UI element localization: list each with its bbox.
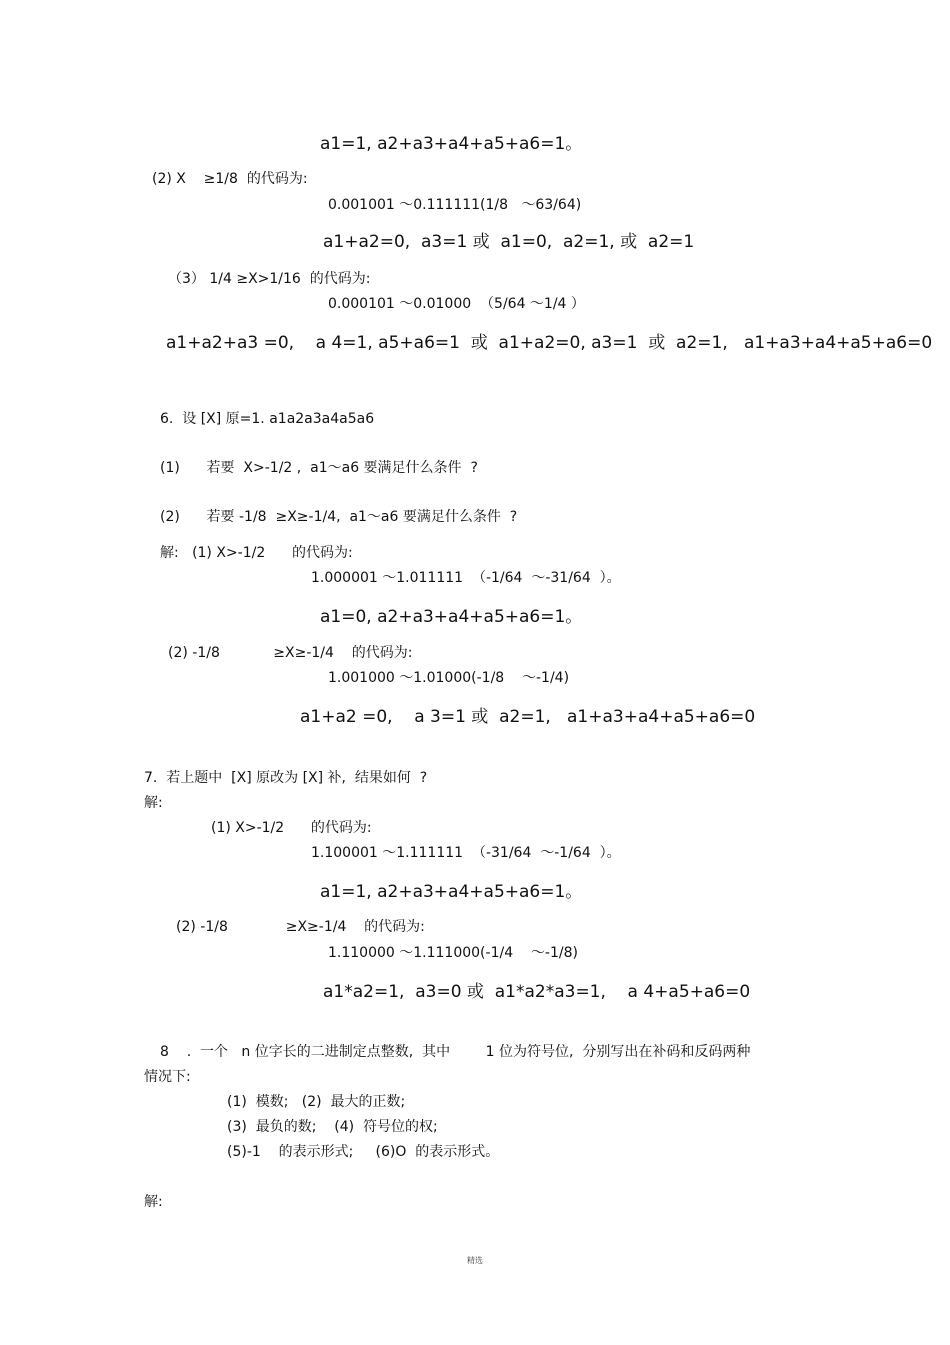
text-line: (1) 若要 X>-1/2 , a1～a6 要满足什么条件 ?: [160, 460, 478, 476]
text-line: (2) X ≥1/8 的代码为:: [152, 171, 308, 187]
text-line: (5)-1 的表示形式; (6)O 的表示形式。: [227, 1144, 500, 1160]
text-line: a1*a2=1, a3=0 或 a1*a2*a3=1, a 4+a5+a6=0: [323, 982, 751, 1002]
text-line: （3） 1/4 ≥X>1/16 的代码为:: [168, 271, 371, 287]
text-line: 情况下:: [144, 1069, 191, 1085]
text-line: (3) 最负的数; (4) 符号位的权;: [227, 1119, 438, 1135]
text-line: a1=0, a2+a3+a4+a5+a6=1。: [320, 607, 583, 627]
text-line: (2) -1/8 ≥X≥-1/4 的代码为:: [168, 645, 413, 661]
text-line: 1.000001 ～1.011111 （-1/64 ～-31/64 ）。: [311, 570, 621, 586]
text-line: 1.100001 ～1.111111 （-31/64 ～-1/64 ）。: [311, 845, 621, 861]
text-line: (1) 模数; (2) 最大的正数;: [227, 1094, 406, 1110]
text-line: 解:: [144, 795, 163, 811]
text-line: a1=1, a2+a3+a4+a5+a6=1。: [320, 134, 583, 154]
text-line: 1.001000 ～1.01000(-1/8 ～-1/4): [328, 670, 570, 686]
text-line: (2) 若要 -1/8 ≥X≥-1/4, a1～a6 要满足什么条件 ?: [160, 509, 518, 525]
text-line: 0.000101 ～0.01000 （5/64 ～1/4 ）: [328, 296, 585, 312]
text-line: a1+a2 =0, a 3=1 或 a2=1, a1+a3+a4+a5+a6=0: [300, 707, 756, 727]
text-line: 6. 设 [X] 原=1. a1a2a3a4a5a6: [160, 411, 375, 427]
text-line: 1.110000 ～1.111000(-1/4 ～-1/8): [328, 945, 578, 961]
text-line: 解: (1) X>-1/2 的代码为:: [160, 545, 353, 561]
text-line: a1+a2=0, a3=1 或 a1=0, a2=1, 或 a2=1: [323, 232, 695, 252]
text-line: 7. 若上题中 [X] 原改为 [X] 补, 结果如何 ?: [144, 770, 428, 786]
text-line: (1) X>-1/2 的代码为:: [211, 820, 372, 836]
page-footer: 精选: [467, 1256, 483, 1265]
text-line: 解:: [144, 1194, 163, 1210]
text-line: a1=1, a2+a3+a4+a5+a6=1。: [320, 882, 583, 902]
text-line: (2) -1/8 ≥X≥-1/4 的代码为:: [176, 919, 425, 935]
text-line: 0.001001 ～0.111111(1/8 ～63/64): [328, 197, 582, 213]
text-line: 8 . 一个 n 位字长的二进制定点整数, 其中 1 位为符号位, 分别写出在补码和反码两种: [160, 1044, 751, 1060]
text-line: a1+a2+a3 =0, a 4=1, a5+a6=1 或 a1+a2=0, a3=1 或 a2=1, a1+a3+a4+a5+a6=0: [166, 333, 933, 353]
